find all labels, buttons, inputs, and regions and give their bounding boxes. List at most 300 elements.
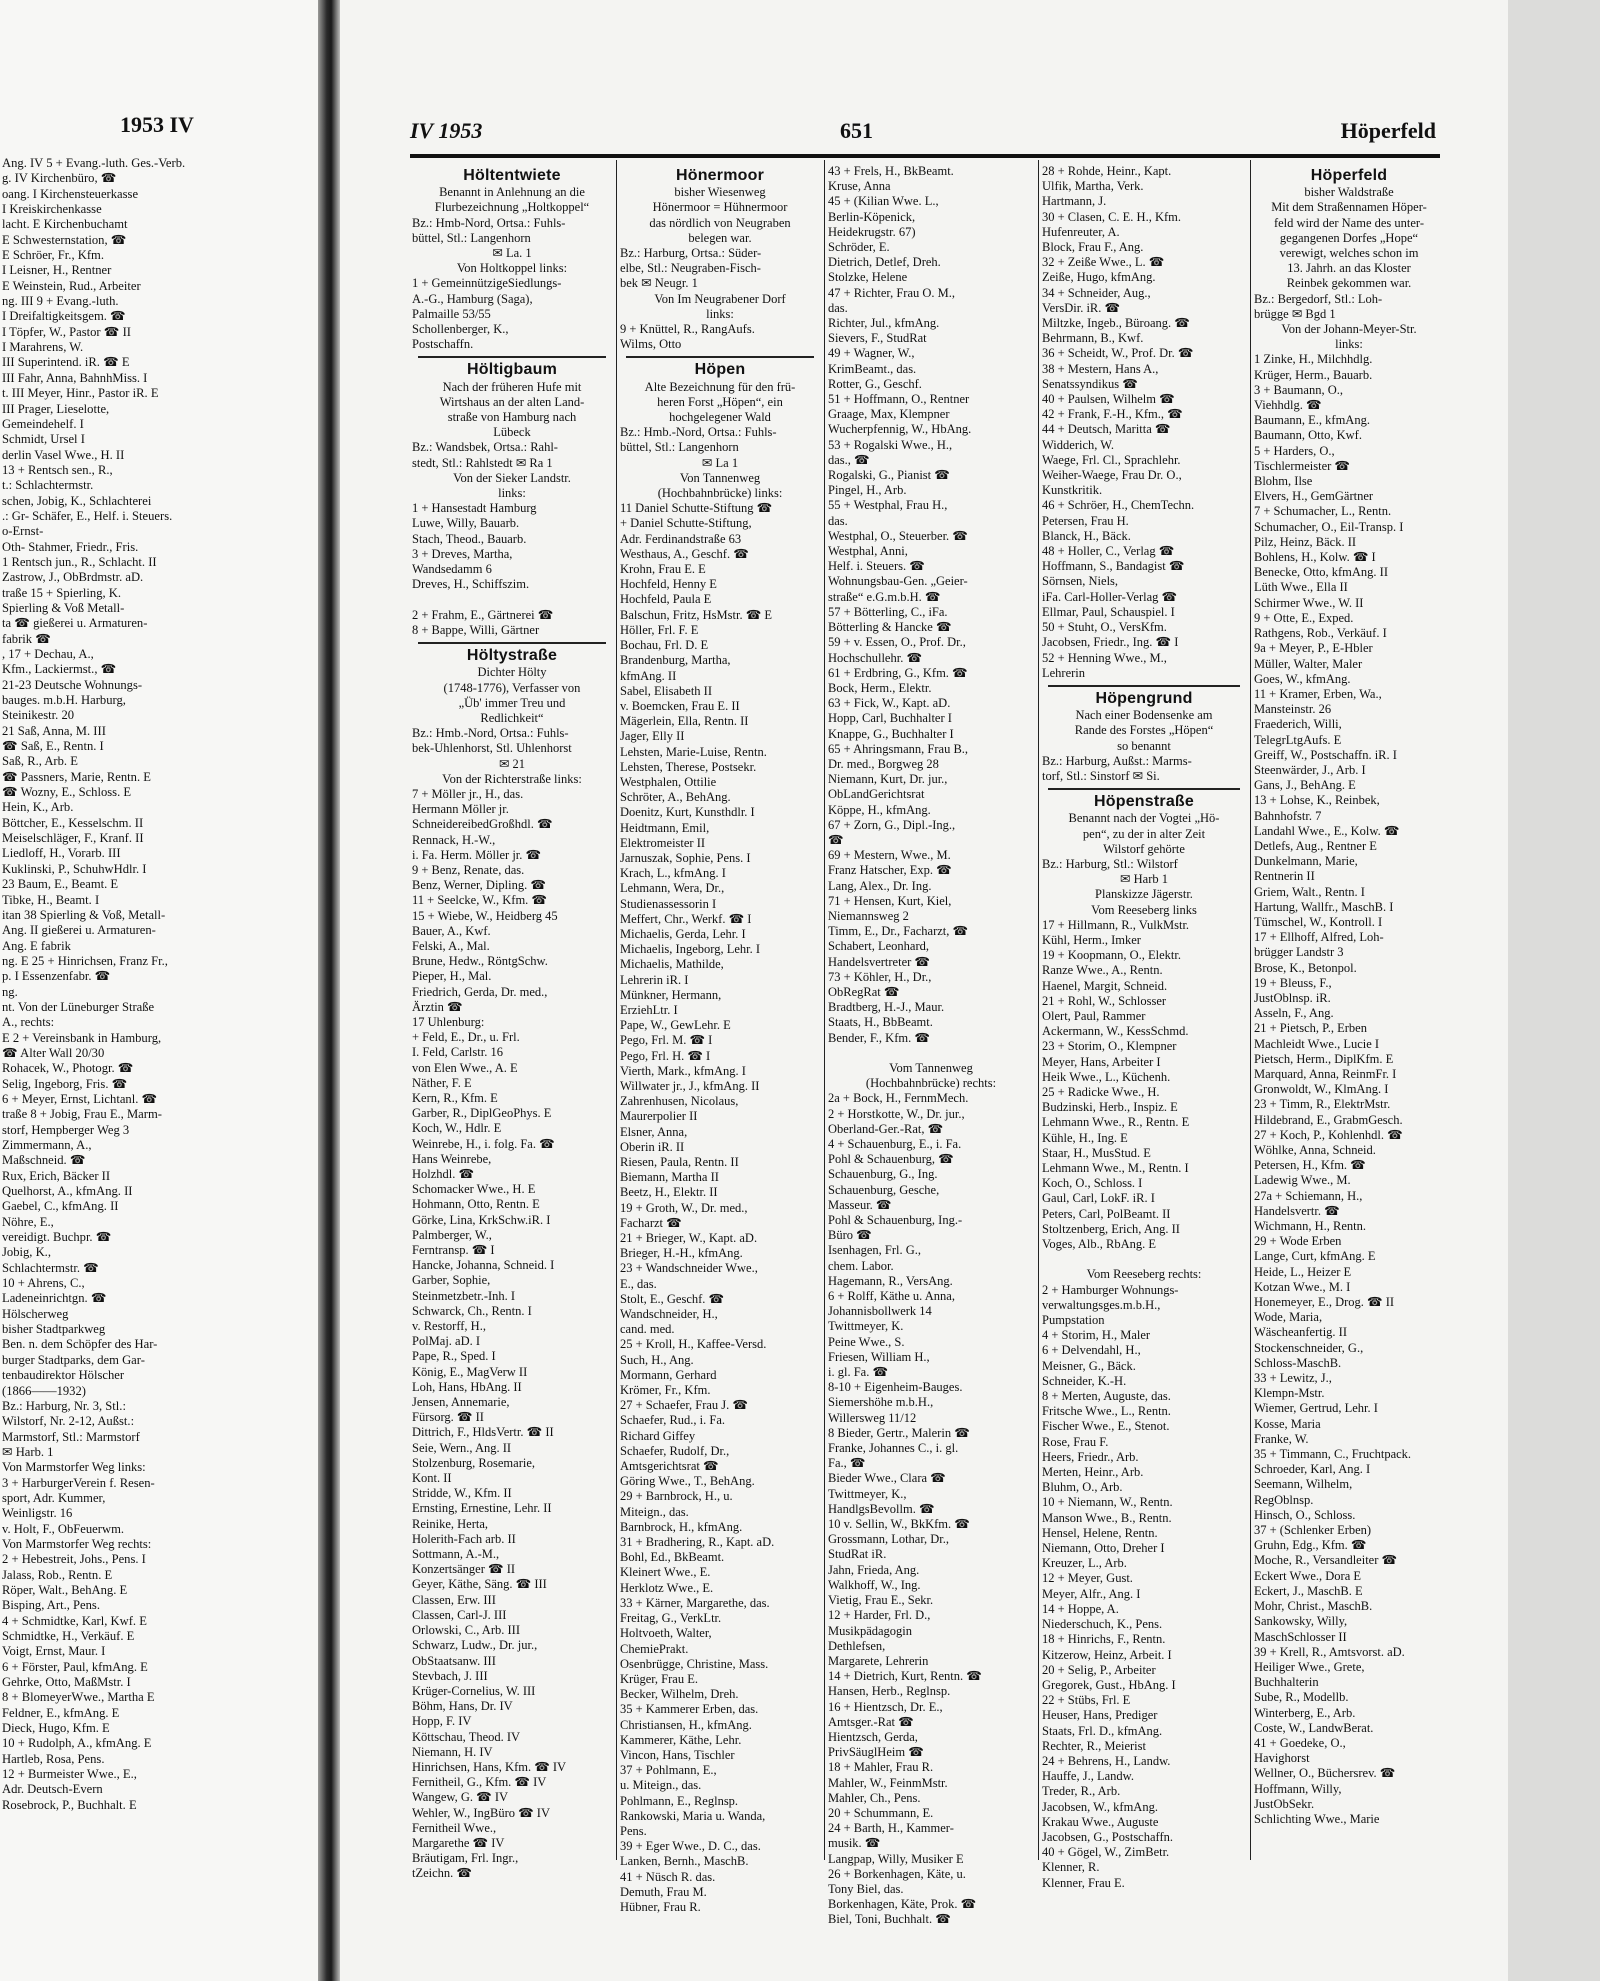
column-divider	[1038, 160, 1039, 1860]
column-2	[620, 164, 820, 1914]
directory-entry: Pego, Frl. M. ☎ I	[620, 1033, 713, 1048]
directory-entry: 55 + Westphal, Frau H.,	[828, 498, 948, 513]
directory-entry	[412, 592, 612, 607]
directory-entry: 38 + Mestern, Hans A.,	[1042, 361, 1159, 376]
previous-page-line: sport, Adr. Kummer,	[2, 1490, 106, 1505]
street-note: Von der Sieker Landstr.	[453, 470, 571, 485]
street-note: links:	[706, 306, 734, 321]
directory-entry: Fernitheil Wwe.,	[412, 1820, 497, 1835]
directory-entry: Biel, Toni, Buchhalt. ☎	[828, 1912, 951, 1927]
directory-entry: Hübner, Frau R.	[620, 1899, 701, 1914]
directory-entry: I. Feld, Carlstr. 16	[412, 1045, 503, 1060]
directory-entry: 14 + Dietrich, Kurt, Rentn. ☎	[828, 1669, 982, 1684]
previous-page-line: Rosebrock, P., Buchhalt. E	[2, 1797, 137, 1812]
directory-entry: 21 + Brieger, W., Kapt. aD.	[620, 1231, 758, 1246]
directory-entry: Franke, Johannes C., i. gl.	[828, 1441, 959, 1456]
directory-entry: Isenhagen, Frl. G.,	[828, 1243, 922, 1258]
directory-entry: Vierth, Mark., kfmAng. I	[620, 1063, 746, 1078]
previous-page-text	[2, 156, 318, 1813]
directory-entry: Osenbrügge, Christine, Mass.	[620, 1656, 769, 1671]
directory-entry: Doenitz, Kurt, Kunsthdlr. I	[620, 805, 755, 820]
directory-entry: Niemann, H. IV	[412, 1744, 493, 1759]
street-note: 13. Jahrh. an das Kloster	[1287, 261, 1411, 276]
directory-entry: Petersen, H., Kfm. ☎	[1254, 1158, 1366, 1173]
directory-entry: 9 + Knüttel, R., RangAufs.	[620, 322, 755, 337]
directory-entry: Schneider, K.-H.	[1042, 1373, 1127, 1388]
previous-page-line: Jobig, K.,	[2, 1245, 51, 1260]
directory-entry: JustObSekr.	[1254, 1796, 1315, 1811]
previous-page-line: Zastrow, J., ObBrdmstr. aD.	[2, 570, 144, 585]
directory-entry	[1042, 1252, 1246, 1267]
street-note: verewigt, welches schon im	[1279, 246, 1419, 261]
directory-entry: Wangew, G. ☎ IV	[412, 1790, 509, 1805]
previous-page-line: Ben. n. dem Schöpfer des Har-	[2, 1337, 158, 1352]
directory-entry: Siemershöhe m.b.H.,	[828, 1395, 934, 1410]
directory-entry: Mägerlein, Ella, Rentn. II	[620, 714, 749, 729]
directory-entry: Franke, W.	[1254, 1431, 1309, 1446]
previous-page-line: Voigt, Ernst, Maur. I	[2, 1644, 106, 1659]
directory-entry: u. Miteign., das.	[620, 1778, 702, 1793]
previous-page-line: Gaebel, C., kfmAng. II	[2, 1199, 119, 1214]
directory-entry: Block, Frau F., Ang.	[1042, 240, 1144, 255]
directory-entry: Reinike, Herta,	[412, 1516, 489, 1531]
previous-page-line: bisher Stadtparkweg	[2, 1322, 106, 1337]
directory-entry: Orlowski, C., Arb. III	[412, 1623, 520, 1638]
directory-entry: Krüger, Herm., Bauarb.	[1254, 367, 1373, 382]
street-note: Wirtshaus an der alten Land-	[439, 394, 585, 409]
directory-entry: Felski, A., Mal.	[412, 938, 490, 953]
directory-entry: Olert, Paul, Rammer	[1042, 1008, 1146, 1023]
directory-entry: Niemannsweg 2	[828, 908, 909, 923]
directory-entry: Schlichting Wwe., Marie	[1254, 1811, 1380, 1826]
directory-entry: JustOblnsp. iR.	[1254, 990, 1331, 1005]
previous-page-line: Meiselschläger, F., Kranf. II	[2, 831, 144, 846]
previous-page-line: Dieck, Hugo, Kfm. E	[2, 1721, 110, 1736]
street-note: hochgelegener Wald	[669, 410, 771, 425]
directory-entry: König, E., MagVerw II	[412, 1364, 528, 1379]
directory-entry: 9a + Meyer, P., E-Hbler	[1254, 641, 1373, 656]
column-4	[1042, 164, 1246, 1890]
directory-entry: 25 + Radicke Wwe., H.	[1042, 1084, 1160, 1099]
directory-entry: 73 + Köhler, H., Dr.,	[828, 969, 932, 984]
previous-page-line: t.: Schlachtermstr.	[2, 478, 94, 493]
street-note: (1748-1776), Verfasser von	[443, 680, 581, 695]
street-note: Von der Richterstraße links:	[442, 771, 582, 786]
previous-page-line: 6 + Förster, Paul, kfmAng. E	[2, 1659, 148, 1674]
page-volume-year: IV 1953	[410, 118, 483, 143]
directory-entry: Franz Hatscher, Exp. ☎	[828, 863, 952, 878]
directory-entry: Schloss-MaschB.	[1254, 1355, 1342, 1370]
directory-entry: Kreuzer, L., Arb.	[1042, 1556, 1127, 1571]
previous-page-line: ng.	[2, 984, 18, 999]
directory-entry: Staar, H., MusStud. E	[1042, 1145, 1151, 1160]
previous-page-line: ☎ Saß, E., Rentn. I	[2, 739, 104, 754]
directory-entry: Knappe, G., Buchhalter I	[828, 726, 954, 741]
directory-entry: brügger Landstr 3	[1254, 945, 1344, 960]
directory-entry: Jensen, Annemarie,	[412, 1395, 510, 1410]
directory-entry: 32 + Zeiße Wwe., L. ☎	[1042, 255, 1165, 270]
previous-page-line: lacht. E Kirchenbuchamt	[2, 217, 128, 232]
directory-entry: Wode, Maria,	[1254, 1310, 1323, 1325]
directory-entry: Wöhlke, Anna, Schneid.	[1254, 1143, 1376, 1157]
previous-page-line: Ladeneinrichtgn. ☎	[2, 1291, 107, 1306]
directory-entry: 45 + (Kilian Wwe. L.,	[828, 194, 939, 209]
previous-page-line: Ang. E fabrik	[2, 938, 71, 953]
previous-page-line: 21 Saß, Anna, M. III	[2, 723, 106, 738]
directory-entry: Kunstkritik.	[1042, 483, 1103, 498]
directory-entry: Voges, Alb., RbAng. E	[1042, 1237, 1157, 1252]
directory-entry: Beetz, H., Elektr. II	[620, 1185, 718, 1200]
previous-page-line: 6 + Meyer, Ernst, Lichtanl. ☎	[2, 1091, 158, 1106]
directory-entry: Balschun, Fritz, HsMstr. ☎ E	[620, 607, 773, 622]
street-note: heren Forst „Höpen“, ein	[657, 394, 783, 409]
street-note: Redlichkeit“	[480, 710, 544, 725]
directory-entry: Ellmar, Paul, Schauspiel. I	[1042, 604, 1175, 619]
directory-entry: 10 v. Sellin, W., BkKfm. ☎	[828, 1517, 970, 1532]
directory-entry: Timm, E., Dr., Facharzt, ☎	[828, 924, 969, 939]
directory-entry: Ernsting, Ernestine, Lehr. II	[412, 1501, 552, 1516]
directory-entry: Riesen, Paula, Rentn. II	[620, 1155, 739, 1169]
directory-entry: Koch, W., Hdlr. E	[412, 1121, 502, 1136]
street-note: gegangenen Dorfes „Hope“	[1279, 230, 1419, 245]
directory-entry: Bluhm, O., Arb.	[1042, 1480, 1123, 1495]
previous-page-line: oang. I Kirchensteuerkasse	[2, 186, 139, 201]
directory-entry: straße“ e.G.m.b.H. ☎	[828, 589, 941, 604]
directory-entry: Heidekrugstr. 67)	[828, 224, 916, 239]
previous-page-line: ☎ Passners, Marie, Rentn. E	[2, 769, 151, 784]
section-divider	[418, 356, 606, 358]
directory-page	[346, 0, 1504, 1981]
directory-entry: Hans Weinrebe,	[412, 1151, 492, 1166]
directory-entry: Baumann, Otto, Kwf.	[1254, 428, 1362, 443]
directory-entry: Oberland-Ger.-Rat, ☎	[828, 1121, 944, 1136]
directory-entry: chem. Labor.	[828, 1258, 894, 1273]
directory-entry: Hoffmann, S., Bandagist ☎	[1042, 559, 1185, 574]
section-divider	[1048, 788, 1240, 790]
directory-entry: v. Restorff, H.,	[412, 1319, 486, 1334]
directory-entry: Handelsvertr. ☎	[1254, 1203, 1340, 1218]
street-note: Wilstorf gehörte	[1103, 841, 1185, 856]
directory-entry: Gaul, Carl, LokF. iR. I	[1042, 1191, 1155, 1206]
directory-entry: Westphal, Anni,	[828, 544, 908, 559]
directory-entry: Honemeyer, E., Drog. ☎ II	[1254, 1295, 1395, 1310]
directory-entry: Brandenburg, Martha,	[620, 653, 731, 668]
previous-page-line: Bz.: Harburg, Nr. 3, Stl.:	[2, 1398, 126, 1413]
directory-entry: Brieger, H.-H., kfmAng.	[620, 1246, 743, 1261]
directory-entry: Behrmann, B., Kwf.	[1042, 331, 1144, 346]
street-note: links:	[1335, 337, 1363, 352]
directory-entry: Benz, Werner, Dipling. ☎	[412, 878, 546, 893]
previous-page-line: p. I Essenzenfabr. ☎	[2, 969, 111, 984]
previous-page-line: Von Marmstorfer Weg links:	[2, 1460, 146, 1475]
previous-page-line: Schlachtermstr. ☎	[2, 1260, 99, 1275]
section-divider	[418, 642, 606, 644]
directory-entry: Vietig, Frau E., Sekr.	[828, 1593, 934, 1608]
directory-entry: Langpap, Willy, Musiker E	[828, 1851, 964, 1866]
directory-entry: Hartung, Wallfr., MaschB. I	[1254, 899, 1394, 914]
section-divider	[626, 356, 814, 358]
directory-entry: 53 + Rogalski Wwe., H.,	[828, 437, 953, 452]
street-note: straße von Hamburg nach	[447, 410, 577, 425]
directory-entry: 12 + Meyer, Gust.	[1042, 1571, 1133, 1586]
directory-entry: 7 + Möller jr., H., das.	[412, 786, 524, 801]
directory-entry: Meisner, G., Bäck.	[1042, 1358, 1136, 1373]
directory-entry: Lehsten, Therese, Postsekr.	[620, 759, 757, 774]
street-heading: Höperfeld	[1310, 167, 1388, 184]
directory-entry: Meyer, Hans, Arbeiter I	[1042, 1054, 1161, 1069]
directory-entry: 6 + Delvendahl, H.,	[1042, 1343, 1141, 1358]
directory-entry: i. gl. Fa. ☎	[828, 1365, 889, 1380]
directory-entry: Stridde, W., Kfm. II	[412, 1486, 512, 1501]
directory-entry: 27 + Koch, P., Kohlenhdl. ☎	[1254, 1127, 1403, 1142]
directory-entry: 5 + Harders, O.,	[1254, 443, 1335, 458]
directory-entry: Krohn, Frau E. E	[620, 562, 706, 577]
directory-entry: Wäscheanfertig. II	[1254, 1325, 1347, 1340]
directory-entry: Bieder Wwe., Clara ☎	[828, 1471, 946, 1486]
street-note: pen“, zu der in alter Zeit	[1082, 826, 1206, 841]
directory-entry: Johannisbollwerk 14	[828, 1304, 932, 1319]
directory-entry: 2 + Hamburger Wohnungs-	[1042, 1282, 1179, 1297]
directory-entry: Pilz, Heinz, Bäck. II	[1254, 534, 1357, 549]
directory-entry: Twittmeyer, K.,	[828, 1486, 907, 1501]
directory-entry: Mahler, Ch., Pens.	[828, 1790, 921, 1805]
previous-page-line: Böttcher, E., Kesselschm. II	[2, 815, 144, 830]
street-note: ✉ Harb 1	[1120, 872, 1168, 887]
directory-entry: Bohl, Ed., BkBeamt.	[620, 1550, 725, 1565]
directory-entry: Kitzerow, Heinz, Arbeit. I	[1042, 1647, 1172, 1662]
directory-entry: + Feld, E., Dr., u. Frl.	[412, 1030, 520, 1045]
directory-entry: Weinrebe, H., i. folg. Fa. ☎	[412, 1136, 555, 1151]
previous-page-line: Schmidtke, H., Verkäuf. E	[2, 1629, 135, 1643]
directory-entry: Margarethe ☎ IV	[412, 1835, 505, 1850]
directory-entry: Krüger, Frau E.	[620, 1671, 698, 1686]
directory-entry: Ärztin ☎	[412, 999, 463, 1014]
directory-entry: büttel, Stl.: Langenhorn	[620, 440, 739, 455]
directory-entry: Rennack, H.-W.,	[412, 832, 496, 847]
directory-entry: Heidtmann, Emil,	[620, 820, 710, 835]
directory-entry: Schroeder, Karl, Ang. I	[1254, 1462, 1371, 1477]
directory-entry: Lehrerin iR. I	[620, 972, 689, 987]
previous-page-line: fabrik ☎	[2, 631, 51, 646]
street-note: Von Im Neugrabener Dorf	[654, 291, 786, 306]
previous-page-line: .: Gr- Schäfer, E., Helf. i. Steuers.	[2, 508, 173, 523]
directory-entry: Richter, Jul., kfmAng.	[828, 316, 940, 331]
directory-entry: Sievers, F., StudRat	[828, 331, 927, 346]
directory-entry: Ackermann, W., KessSchmd.	[1042, 1024, 1189, 1039]
directory-entry: Miltzke, Ingeb., Büroang. ☎	[1042, 316, 1190, 331]
directory-entry: Pego, Frl. H. ☎ I	[620, 1048, 711, 1063]
directory-entry: Garber, R., DiplGeoPhys. E	[412, 1106, 552, 1121]
directory-entry: Petersen, Frau H.	[1042, 513, 1129, 528]
previous-page-line: Jalass, Rob., Rentn. E	[2, 1567, 113, 1582]
directory-entry: Hancke, Johanna, Schneid. I	[412, 1258, 555, 1273]
previous-page-line: Rux, Erich, Bäcker II	[2, 1168, 111, 1183]
directory-entry: 28 + Rohde, Heinr., Kapt.	[1042, 164, 1172, 178]
previous-page-line: itan 38 Spierling & Voß, Metall-	[2, 907, 166, 922]
directory-entry: Dethlefsen,	[828, 1638, 886, 1653]
directory-entry: 10 + Niemann, W., Rentn.	[1042, 1495, 1173, 1510]
header-rule	[410, 154, 1440, 158]
directory-entry: Oberin iR. II	[620, 1139, 685, 1154]
directory-entry: Böhm, Hans, Dr. IV	[412, 1699, 513, 1714]
street-note: links:	[498, 486, 526, 501]
previous-page-line: tenbaudirektor Hölscher	[2, 1368, 125, 1383]
directory-entry: 20 + Schummann, E.	[828, 1805, 934, 1820]
directory-entry: Schumacher, O., Eil-Transp. I	[1254, 519, 1404, 534]
directory-entry: Dr. med., Borgweg 28	[828, 756, 939, 771]
previous-page-line: (1866——1932)	[2, 1383, 86, 1398]
previous-page-line: III Superintend. iR. ☎ E	[2, 355, 130, 370]
directory-entry: Lehmann Wwe., M., Rentn. I	[1042, 1161, 1189, 1175]
street-note: ✉ 21	[498, 756, 526, 771]
directory-entry: Miteign., das.	[620, 1504, 689, 1519]
directory-entry: Maurerpolier II	[620, 1109, 698, 1124]
directory-entry: das.	[828, 513, 848, 528]
directory-entry: Elvers, H., GemGärtner	[1254, 489, 1374, 504]
directory-entry: Kern, R., Kfm. E	[412, 1090, 498, 1105]
directory-entry: 19 + Groth, W., Dr. med.,	[620, 1200, 748, 1215]
directory-entry: Garber, Sophie,	[412, 1273, 491, 1288]
previous-page-line: Quelhorst, A., kfmAng. II	[2, 1184, 133, 1199]
previous-page-line: Oth- Stahmer, Friedr., Fris.	[2, 539, 139, 554]
directory-entry: Michaelis, Gerda, Lehr. I	[620, 926, 746, 941]
directory-entry: 61 + Erdbring, G., Kfm. ☎	[828, 665, 968, 680]
directory-entry: Westphalen, Ottilie	[620, 774, 717, 789]
street-note: ✉ La. 1	[492, 246, 532, 261]
directory-entry: 11 Daniel Schutte-Stiftung ☎	[620, 501, 773, 516]
column-1	[412, 164, 612, 1881]
street-note: belegen war.	[688, 230, 752, 245]
previous-page-line: 4 + Schmidtke, Karl, Kwf. E	[2, 1613, 147, 1628]
directory-entry: 18 + Hinrichs, F., Rentn.	[1042, 1632, 1166, 1647]
street-note: (Hochbahnbrücke) rechts:	[865, 1076, 997, 1091]
directory-entry: 30 + Clasen, C. E. H., Kfm.	[1042, 209, 1181, 224]
directory-entry: Lang, Alex., Dr. Ing.	[828, 878, 932, 893]
directory-entry: Meyer, Alfr., Ang. I	[1042, 1586, 1141, 1601]
directory-entry: Zahrenhusen, Nicolaus,	[620, 1094, 739, 1109]
directory-entry: Ferntransp. ☎ I	[412, 1243, 495, 1258]
previous-page-line: ☎ Wozny, E., Schloss. E	[2, 785, 132, 800]
directory-entry: 65 + Ahringsmann, Frau B.,	[828, 741, 969, 756]
directory-entry: Hohmann, Otto, Rentn. E	[412, 1197, 540, 1212]
previous-page-line: Liedloff, H., Vorarb. III	[2, 846, 121, 861]
directory-entry: Kosse, Maria	[1254, 1416, 1321, 1431]
directory-entry: 71 + Hensen, Kurt, Kiel,	[828, 893, 952, 908]
previous-page-line: Kfm., Lackiermst., ☎	[2, 662, 117, 677]
directory-entry: Mansteinstr. 26	[1254, 702, 1332, 717]
running-head: Höperfeld	[1340, 118, 1436, 143]
directory-entry: Krach, L., kfmAng. I	[620, 866, 726, 881]
previous-page-line: Adr. Deutsch-Evern	[2, 1782, 103, 1797]
directory-entry: Bender, F., Kfm. ☎	[828, 1030, 930, 1045]
directory-entry: iFa. Carl-Holler-Verlag ☎	[1042, 589, 1178, 604]
directory-entry: 35 + Timmann, C., Fruchtpack.	[1254, 1447, 1412, 1462]
directory-entry: 2 + Horstkotte, W., Dr. jur.,	[828, 1106, 965, 1121]
previous-page-header: 1953 IV	[120, 112, 194, 137]
directory-entry: Ranze Wwe., A., Rentn.	[1042, 963, 1163, 978]
previous-page-line: Tibke, H., Beamt. I	[2, 892, 100, 907]
directory-entry: Holzhdl. ☎	[412, 1167, 475, 1181]
directory-entry: Seie, Wern., Ang. II	[412, 1440, 512, 1455]
directory-entry: Waege, Frl. Cl., Sprachlehr.	[1042, 452, 1181, 467]
directory-entry: Schomacker Wwe., H. E	[412, 1182, 536, 1197]
street-note: Benannt in Anlehnung an die	[439, 185, 585, 200]
directory-entry: Heers, Friedr., Arb.	[1042, 1449, 1139, 1464]
directory-entry: Fürsorg. ☎ II	[412, 1410, 484, 1425]
previous-page-line: ng. E 25 + Hinrichsen, Franz Fr.,	[2, 953, 168, 968]
directory-entry: ObStaatsanw. III	[412, 1653, 496, 1668]
directory-entry: Bz.: Bergedorf, Stl.: Loh-	[1254, 291, 1383, 306]
previous-page-line: Weinligstr. 16	[2, 1506, 73, 1521]
directory-entry: 29 + Barnbrock, H., u.	[620, 1489, 733, 1504]
directory-entry: 19 + Bleuss, F.,	[1254, 975, 1332, 990]
directory-entry: das.	[828, 300, 848, 315]
directory-entry: 12 + Harder, Frl. D.,	[828, 1608, 931, 1623]
street-note: ✉ La 1	[701, 455, 739, 470]
directory-entry: Willersweg 11/12	[828, 1410, 917, 1425]
directory-entry: Gans, J., BehAng. E	[1254, 778, 1356, 793]
directory-entry: Mahler, W., FeinmMstr.	[828, 1775, 948, 1790]
street-note: Hönermoor = Hühnermoor	[652, 200, 788, 215]
directory-entry: 24 + Barth, H., Kammer-	[828, 1821, 954, 1836]
directory-entry: Sube, R., Modellb.	[1254, 1690, 1349, 1705]
directory-entry: Fraederich, Willi,	[1254, 717, 1342, 732]
directory-entry: Tümschel, W., Kontroll. I	[1254, 914, 1383, 929]
directory-entry: Goes, W., kfmAng.	[1254, 671, 1351, 686]
directory-entry: Kotzan Wwe., M. I	[1254, 1279, 1351, 1294]
directory-entry: RegOblnsp.	[1254, 1492, 1314, 1507]
directory-entry: torf, Stl.: Sinstorf ✉ Si.	[1042, 768, 1160, 783]
directory-entry: Pens.	[620, 1823, 647, 1838]
previous-page-line: Bisping, Art., Pens.	[2, 1598, 100, 1613]
directory-entry: Holtvoeth, Walter,	[620, 1626, 712, 1641]
directory-entry: Staats, Frl. D., kfmAng.	[1042, 1723, 1163, 1738]
directory-entry: Blohm, Ilse	[1254, 474, 1313, 489]
directory-entry: Friedrich, Gerda, Dr. med.,	[412, 984, 548, 999]
directory-entry: Walkhoff, W., Ing.	[828, 1577, 921, 1592]
previous-page-line: Hölscherweg	[2, 1306, 69, 1321]
directory-entry: Hensel, Helene, Rentn.	[1042, 1525, 1158, 1540]
directory-entry: 37 + (Schlenker Erben)	[1254, 1523, 1372, 1538]
directory-entry: Demuth, Frau M.	[620, 1884, 707, 1899]
previous-page-line: E 2 + Vereinsbank in Hamburg,	[2, 1030, 162, 1045]
previous-page-line: Spierling & Voß Metall-	[2, 600, 125, 615]
directory-entry: Classen, Erw. III	[412, 1592, 496, 1607]
previous-page-line: Selig, Ingeborg, Fris. ☎	[2, 1076, 128, 1091]
directory-entry: Müller, Walter, Maler	[1254, 656, 1363, 671]
directory-entry: Brune, Hedw., RöntgSchw.	[412, 954, 548, 969]
column-divider	[616, 160, 617, 1860]
directory-entry: Kont. II	[412, 1471, 452, 1486]
directory-entry: Schauenburg, Gesche,	[828, 1182, 940, 1197]
previous-page-line: Zimmermann, A.,	[2, 1138, 92, 1152]
street-note: feld wird der Name des unter-	[1273, 215, 1425, 230]
previous-page-line: Marmstorf, Stl.: Marmstorf	[2, 1429, 140, 1444]
directory-entry: verwaltungsges.m.b.H.,	[1042, 1297, 1161, 1312]
directory-entry: Koch, O., Schloss. I	[1042, 1176, 1143, 1191]
directory-entry: Margarete, Lehrerin	[828, 1653, 929, 1668]
directory-entry: 26 + Borkenhagen, Käte, u.	[828, 1866, 966, 1881]
directory-entry: Greiff, W., Postschaffn. iR. I	[1254, 747, 1397, 762]
directory-entry: Westphal, O., Steuerber. ☎	[828, 528, 968, 543]
directory-entry: 4 + Storim, H., Maler	[1042, 1328, 1151, 1343]
street-note: Von Tannenweg	[679, 470, 761, 485]
directory-entry: Rotter, G., Geschf.	[828, 376, 922, 391]
directory-entry: Bz.: Hmb.-Nord, Ortsa.: Fuhls-	[412, 726, 569, 741]
directory-entry: 19 + Koopmann, O., Elektr.	[1042, 948, 1181, 963]
directory-entry: Schwarck, Ch., Rentn. I	[412, 1303, 532, 1318]
previous-page-line: Rohacek, W., Photogr. ☎	[2, 1061, 134, 1076]
